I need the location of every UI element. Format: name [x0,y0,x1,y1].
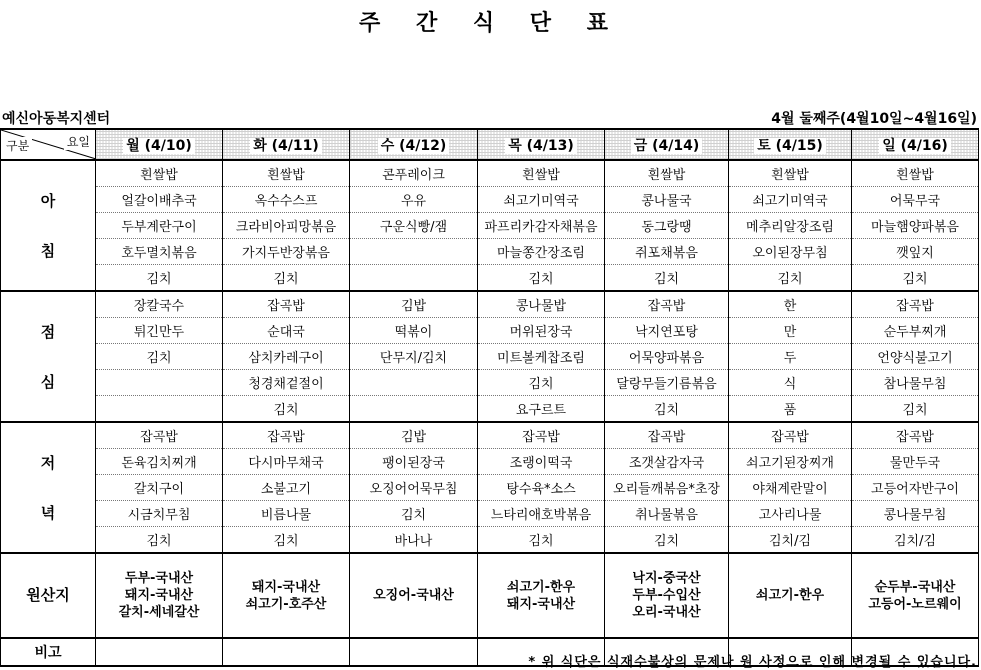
origin-line: 두부-수입산 [632,588,701,603]
menu-item: 콩나물국 [605,187,729,213]
menu-item: 돈육김치찌개 [96,449,223,475]
menu-table [0,128,979,667]
menu-item: 김치/김 [852,527,979,554]
organization-name: 예신아동복지센터 [2,111,111,127]
menu-item [350,370,478,396]
origin-line: 갈치-세네갈산 [118,605,200,620]
meal-label-char: 침 [40,242,56,260]
day-header: 금 (4/14) [605,129,729,160]
origin-cell [729,553,852,638]
menu-item: 쥐포채볶음 [605,239,729,265]
menu-item: 메추리알장조림 [729,213,852,239]
menu-item: 조랭이떡국 [478,449,605,475]
breakfast-row [1,265,979,292]
note-cell [96,638,223,666]
menu-item: 김치 [605,396,729,423]
menu-item: 한 [729,291,852,318]
menu-item: 김치 [223,265,350,292]
menu-item: 콩나물무침 [852,501,979,527]
menu-item: 미트볼케찹조림 [478,344,605,370]
menu-item: 떡볶이 [350,318,478,344]
menu-item: 흰쌀밥 [96,160,223,187]
menu-item: 장칼국수 [96,291,223,318]
menu-item: 단무지/김치 [350,344,478,370]
lunch-row [1,291,979,318]
menu-item: 청경채겉절이 [223,370,350,396]
menu-item: 달랑무들기름볶음 [605,370,729,396]
menu-item: 잡곡밥 [478,422,605,449]
origin-cell [223,553,350,638]
menu-item: 호두멸치볶음 [96,239,223,265]
menu-item: 김치/김 [729,527,852,554]
menu-item: 잡곡밥 [223,422,350,449]
origin-line: 쇠고기-한우 [506,579,576,595]
menu-item: 갈치구이 [96,475,223,501]
page-title: 주 간 식 단 표 [359,11,622,36]
menu-item [350,396,478,423]
menu-item: 쇠고기미역국 [478,187,605,213]
lunch-row [1,318,979,344]
menu-item: 요구르트 [478,396,605,423]
origin-line: 낙지-중국산 [632,571,701,586]
menu-item: 가지두반장볶음 [223,239,350,265]
footnote: * 위 식단은 식재수불상의 문제나 원 사정으로 인해 변경될 수 있습니다. [528,655,977,670]
menu-item: 쇠고기미역국 [729,187,852,213]
menu-item: 김치 [350,501,478,527]
menu-item: 크라비아피망볶음 [223,213,350,239]
menu-item: 순두부찌개 [852,318,979,344]
menu-item: 깻잎지 [852,239,979,265]
header-row [1,129,979,160]
dinner-row [1,527,979,554]
menu-item: 낙지연포탕 [605,318,729,344]
menu-item: 순대국 [223,318,350,344]
menu-item: 김치 [605,527,729,554]
origin-line: 고등어-노르웨이 [868,596,962,612]
lunch-row [1,370,979,396]
menu-item: 참나물무침 [852,370,979,396]
menu-item: 김치 [223,396,350,423]
origin-line: 순두부-국내산 [874,579,956,595]
breakfast-row [1,213,979,239]
breakfast-row [1,239,979,265]
origin-cell [96,553,223,638]
menu-item: 김치 [478,370,605,396]
menu-item: 오징어어묵무침 [350,475,478,501]
menu-item: 김치 [478,265,605,292]
menu-item [350,265,478,292]
menu-item: 김치 [96,265,223,292]
origin-line: 두부-국내산 [124,571,194,586]
menu-item: 야채계란말이 [729,475,852,501]
menu-item: 시금치무침 [96,501,223,527]
menu-item: 김밥 [350,422,478,449]
menu-item: 김치 [852,396,979,423]
menu-item: 김치 [729,265,852,292]
menu-item: 잡곡밥 [96,422,223,449]
menu-item: 느타리애호박볶음 [478,501,605,527]
menu-item: 다시마무채국 [223,449,350,475]
menu-item: 파프리카감자채볶음 [478,213,605,239]
menu-item: 우유 [350,187,478,213]
menu-item: 언양식불고기 [852,344,979,370]
origin-line: 오리-국내산 [632,605,701,620]
menu-item: 얼갈이배추국 [96,187,223,213]
menu-item: 콩나물밥 [478,291,605,318]
origin-line: 오징어-국내산 [373,588,454,603]
menu-item: 김치 [96,527,223,554]
menu-item: 잡곡밥 [852,291,979,318]
menu-item: 흰쌀밥 [852,160,979,187]
menu-item: 고등어자반구이 [852,475,979,501]
dinner-row [1,449,979,475]
day-header: 월 (4/10) [96,129,223,160]
corner-cell [1,129,96,160]
meal-label-char: 녁 [40,504,56,522]
note-cell [223,638,350,666]
menu-item: 잡곡밥 [605,422,729,449]
corner-label-day: 요일 [64,133,93,150]
note-label: 비고 [1,638,96,666]
origin-line: 돼지-국내산 [506,596,576,612]
menu-item: 흰쌀밥 [478,160,605,187]
menu-item: 김치 [852,265,979,292]
menu-item: 잡곡밥 [223,291,350,318]
menu-item [350,239,478,265]
breakfast-row [1,187,979,213]
dinner-row [1,501,979,527]
menu-item: 동그랑땡 [605,213,729,239]
menu-item: 오이된장무침 [729,239,852,265]
menu-item: 튀긴만두 [96,318,223,344]
corner-label-category: 구분 [3,137,32,154]
menu-item: 마늘쫑간장조림 [478,239,605,265]
dinner-row [1,475,979,501]
menu-item [96,370,223,396]
menu-item: 두부계란구이 [96,213,223,239]
menu-item: 잡곡밥 [729,422,852,449]
menu-item: 쇠고기된장찌개 [729,449,852,475]
breakfast-label [1,160,96,291]
lunch-label [1,291,96,422]
menu-item: 취나물볶음 [605,501,729,527]
meal-label-char: 점 [40,323,56,341]
origin-cell [605,553,729,638]
menu-item: 식 [729,370,852,396]
meal-label-char: 저 [40,454,56,472]
menu-item: 김치 [478,527,605,554]
origin-line: 쇠고기-한우 [755,588,825,603]
day-header: 토 (4/15) [729,129,852,160]
origin-label: 원산지 [1,553,96,638]
menu-item: 흰쌀밥 [729,160,852,187]
menu-item: 바나나 [350,527,478,554]
day-header: 화 (4/11) [223,129,350,160]
dinner-label [1,422,96,553]
menu-item: 옥수수스프 [223,187,350,213]
menu-item: 구운식빵/잼 [350,213,478,239]
menu-item: 머위된장국 [478,318,605,344]
menu-item: 품 [729,396,852,423]
meal-label-char: 심 [40,373,56,391]
menu-item: 마늘햄양파볶음 [852,213,979,239]
origin-cell [852,553,979,638]
menu-item: 소불고기 [223,475,350,501]
menu-item: 어묵양파볶음 [605,344,729,370]
menu-item: 김치 [96,344,223,370]
origin-line: 돼지-국내산 [251,579,321,595]
menu-item: 잡곡밥 [605,291,729,318]
menu-item: 김치 [223,527,350,554]
origin-row [1,553,979,638]
menu-item: 잡곡밥 [852,422,979,449]
menu-item [96,396,223,423]
origin-line: 돼지-국내산 [124,588,194,603]
menu-item: 물만두국 [852,449,979,475]
breakfast-row [1,160,979,187]
menu-item: 만 [729,318,852,344]
menu-item: 어묵무국 [852,187,979,213]
day-header: 목 (4/13) [478,129,605,160]
menu-item: 오리들깨볶음*초장 [605,475,729,501]
menu-item: 팽이된장국 [350,449,478,475]
menu-item: 비름나물 [223,501,350,527]
week-range: 4월 둘째주(4월10일~4월16일) [771,111,977,127]
lunch-row [1,344,979,370]
lunch-row [1,396,979,423]
menu-item: 흰쌀밥 [605,160,729,187]
note-cell [350,638,478,666]
menu-item: 삼치카레구이 [223,344,350,370]
meal-label-char: 아 [40,192,56,210]
menu-item: 김밥 [350,291,478,318]
menu-item: 탕수육*소스 [478,475,605,501]
origin-cell [350,553,478,638]
day-header: 일 (4/16) [852,129,979,160]
day-header: 수 (4/12) [350,129,478,160]
menu-item: 김치 [605,265,729,292]
dinner-row [1,422,979,449]
menu-item: 콘푸레이크 [350,160,478,187]
origin-line: 쇠고기-호주산 [245,596,327,612]
menu-item: 조갯살감자국 [605,449,729,475]
menu-item: 흰쌀밥 [223,160,350,187]
origin-cell [478,553,605,638]
menu-item: 고사리나물 [729,501,852,527]
menu-item: 두 [729,344,852,370]
